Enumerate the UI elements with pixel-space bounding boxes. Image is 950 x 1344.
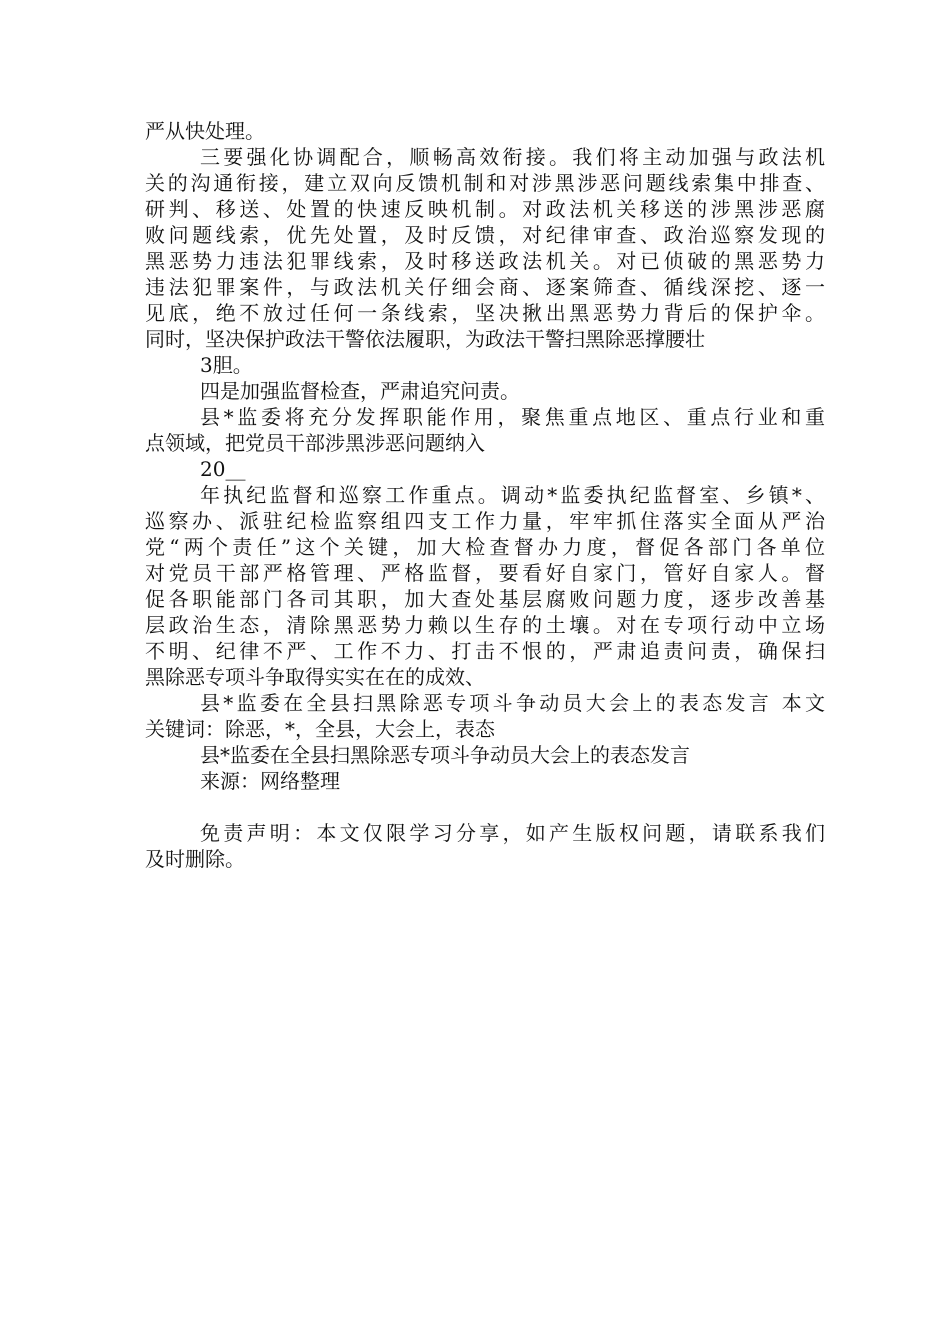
section-heading: 四是加强监督检查，严肃追究问责。 — [200, 379, 520, 403]
text-line: 点领域，把党员干部涉黑涉恶问题纳入 — [145, 431, 485, 455]
disclaimer-line: 免责声明：本文仅限学习分享，如产生版权问题，请联系我们 — [200, 821, 825, 845]
text-line: 年执纪监督和巡察工作重点。调动*监委执纪监督室、乡镇*、 — [200, 483, 825, 507]
text-line: 三要强化协调配合，顺畅高效衔接。我们将主动加强与政法机 — [200, 145, 825, 169]
text-line: 见底，绝不放过任何一条线索，坚决揪出黑恶势力背后的保护伞。 — [145, 301, 825, 325]
text-line: 对党员干部严格管理、严格监督，要看好自家门，管好自家人。督 — [145, 561, 825, 585]
text-line: 党“两个责任”这个关键，加大检查督办力度，督促各部门各单位 — [145, 535, 825, 559]
text-line: 黑恶势力违法犯罪线索，及时移送政法机关。对已侦破的黑恶势力 — [145, 249, 825, 273]
text-line: 层政治生态，清除黑恶势力赖以生存的土壤。对在专项行动中立场 — [145, 613, 825, 637]
text-line: 巡察办、派驻纪检监察组四支工作力量，牢牢抓住落实全面从严治 — [145, 509, 825, 533]
text-line: 违法犯罪案件，与政法机关仔细会商、逐案筛查、循线深挖、逐一 — [145, 275, 825, 299]
blank-line — [145, 794, 825, 820]
text-line: 严从快处理。 — [145, 119, 265, 143]
text-line: 败问题线索，优先处置，及时反馈，对纪律审查、政治巡察发现的 — [145, 223, 825, 247]
text-line: 研判、移送、处置的快速反映机制。对政法机关移送的涉黑涉恶腐 — [145, 197, 825, 221]
text-line: 黑除恶专项斗争取得实实在在的成效、 — [145, 665, 485, 689]
source-line: 来源：网络整理 — [200, 769, 340, 793]
text-line: 3胆。 — [200, 353, 253, 377]
text-line: 促各职能部门各司其职，加大查处基层腐败问题力度，逐步改善基 — [145, 587, 825, 611]
text-line: 县*监委在全县扫黑除恶专项斗争动员大会上的表态发言 本文 — [200, 691, 825, 715]
text-line: 不明、纪律不严、工作不力、打击不恨的，严肃追责问责，确保扫 — [145, 639, 825, 663]
text-line: 同时，坚决保护政法干警依法履职，为政法干警扫黑除恶撑腰壮 — [145, 327, 705, 351]
text-line: 20__ — [200, 457, 246, 481]
disclaimer-line: 及时删除。 — [145, 847, 245, 871]
title-line: 县*监委在全县扫黑除恶专项斗争动员大会上的表态发言 — [200, 743, 690, 767]
text-line: 关的沟通衔接，建立双向反馈机制和对涉黑涉恶问题线索集中排查、 — [145, 171, 825, 195]
keywords-line: 关键词：除恶，*，全县，大会上，表态 — [145, 717, 495, 741]
document-body — [145, 118, 825, 872]
text-line: 县*监委将充分发挥职能作用，聚焦重点地区、重点行业和重 — [200, 405, 825, 429]
